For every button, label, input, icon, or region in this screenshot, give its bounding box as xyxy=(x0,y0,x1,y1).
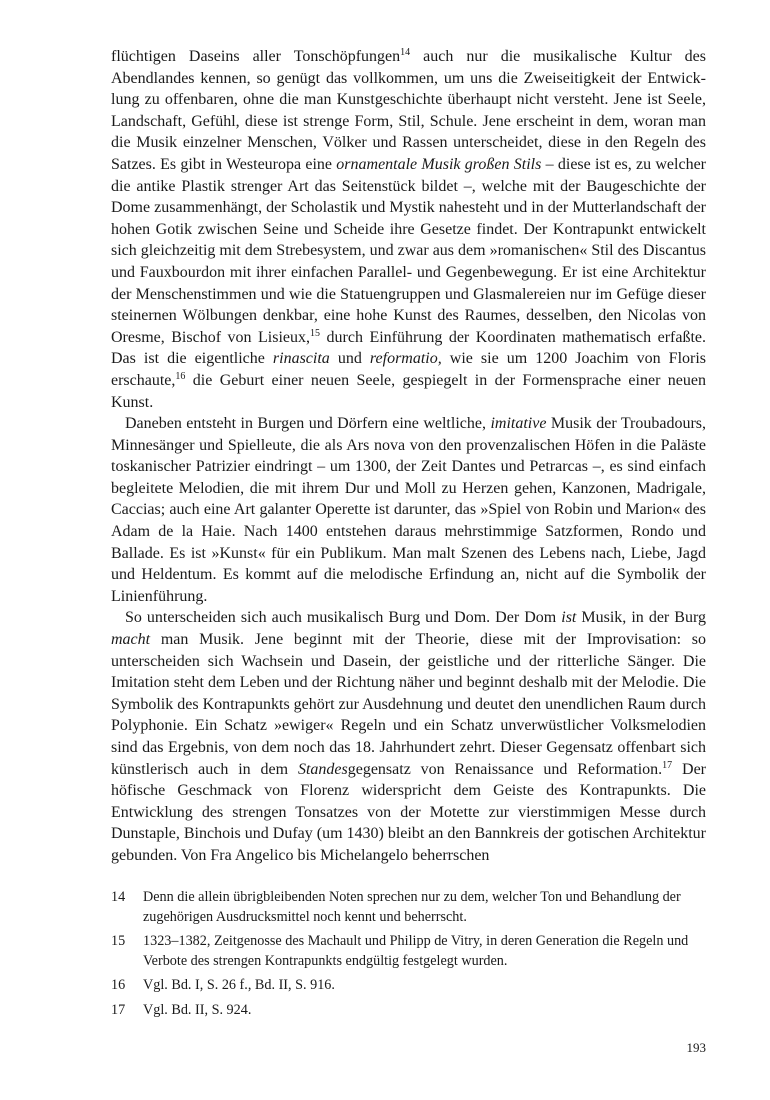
footnote-number: 16 xyxy=(111,977,126,993)
footnote-number: 17 xyxy=(111,1001,126,1018)
text-run: auch nur die musikalische Kultur des Abendlandes kennen, so genügt das vollkommen, um uns die Zweiseitigkeit der Entwicklung zu offenbaren, ohne die man Kunstgeschichte überhaupt nicht versteht. Jene ist Seele, Landschaft, Gefühl, diese ist strenge Form, Stil, Schule. Jene erscheint in dem, woran man die Musik einzelner Menschen, Völker und Rassen unterscheidet, diese in den Regeln des Satzes. Es gibt in Westeuropa eine xyxy=(111,48,706,173)
text-run: die Geburt einer neuen Seele, gespiegelt in der Formensprache einer neuen Kunst. xyxy=(111,371,706,411)
footnote-marker: 16 xyxy=(175,370,186,382)
emphasized-text: imitative xyxy=(490,415,547,433)
emphasized-text: ornamentale Musik großen Stils xyxy=(336,155,542,173)
text-run: man Musik. Jene beginnt mit der Theorie, diese mit der Improvisation: so unterscheiden sich Wachsein und Dasein, der geistliche und der ritterliche Sänger. Die Imitation steht dem Leben und der Richtung näher und beginnt deshalb mit der Melodie. Die Symbolik des Kontrapunkts gehört zur Ausdehnung und deutet den unendlichen Raum durch Polyphonie. Ein Schatz »ewiger« Regeln und ein Schatz unverwüstlicher Volksmelodien sind das Ergebnis, von dem noch das 18. Jahrhundert zehrt. Dieser Gegensatz offenbart sich künstlerisch auch in dem xyxy=(111,631,707,778)
footnote-number: 14 xyxy=(111,889,126,905)
text-run: Der höfische Geschmack von Florenz widerspricht dem Geiste des Kontrapunkts. Die Entwicklung des strengen Tonsatzes von der Motette zur vierstimmigen Messe durch Dunstaple, Binchois und Dufay (um 1430) bleibt an den Bannkreis der gotischen Architektur gebunden. Von Fra Angelico bis Michelangelo beherrschen xyxy=(111,760,707,864)
footnote-marker: 17 xyxy=(662,759,673,771)
text-run: So unterscheiden sich auch musikalisch Burg und Dom. Der Dom xyxy=(125,609,562,627)
paragraph xyxy=(111,46,706,413)
text-run: – diese ist es, zu welcher die antike Plastik strenger Art das Seitenstück bildet –, welche mit der Baugeschichte der Dome zusammenhängt, der Scholastik und Mystik nahesteht und in der Mutterlandschaft der hohen Gotik zwischen Seine und Scheide ihre Gesetze findet. Der Kontrapunkt entwickelt sich gleichzeitig mit dem Strebesystem, und zwar aus dem »romanischen« Stil des Discantus und Fauxbourdon mit ihrer einfachen Parallel- und Gegenbewegung. Er ist eine Architektur der Menschenstimmen und wie die Statuengruppen und Glasmalereien nur im Gefüge dieser steinernen Wölbungen denkbar, eine hohe Kunst des Raumes, desselben, den Nicolas von Oresme, Bischof von Lisieux, xyxy=(111,155,706,346)
text-run: Musik, in der Burg xyxy=(576,609,707,627)
text-run: Daneben entsteht in Burgen und Dörfern eine weltliche, xyxy=(125,415,491,433)
footnote-number: 15 xyxy=(111,933,126,949)
footnote-text: Vgl. Bd. I, S. 26 f., Bd. II, S. 916. xyxy=(143,977,335,993)
page-number: 193 xyxy=(686,1040,706,1055)
text-run: flüchtigen Daseins aller Tonschöpfungen xyxy=(111,48,401,65)
footnote-marker: 14 xyxy=(400,47,411,58)
footnote xyxy=(111,1001,706,1021)
text-run: Musik der Troubadours, Minnesänger und Spielleute, die als Ars nova von den provenzalischen Höfen in die Paläste toskanischer Patrizier eindringt – um 1300, der Zeit Dantes und Petrarcas –, es sind einfach begleitete Melodien, die mit ihrem Dur und Moll zu Herzen gehen, Kanzonen, Madrigale, Caccias; auch eine Art galanter Operette ist darunter, das »Spiel von Robin und Marion« des Adam de la Haie. Nach 1400 entstehen daraus mehrstimmige Satzformen, Rondo und Ballade. Es ist »Kunst« für ein Publikum. Man malt Szenen des Lebens nach, Liebe, Jagd und Heldentum. Es kommt auf die melodische Erfindung an, nicht auf die Symbolik der Linienführung. xyxy=(111,415,707,605)
footnote xyxy=(111,888,706,927)
text-run: gegensatz von Renaissance und Reformation. xyxy=(347,760,663,778)
footnote xyxy=(111,976,706,996)
footnote xyxy=(111,932,706,971)
emphasized-text: reformatio, xyxy=(369,350,442,368)
text-run: durch Einführung der Koordinaten mathematisch erfaßte. Das ist die eigentliche xyxy=(111,328,706,368)
text-run: und xyxy=(329,350,370,368)
footnote-text: 1323–1382, Zeitgenosse des Machault und Philipp de Vitry, in deren Generation die Regeln und Verbote des strengen Kontrapunkts endgültig festgelegt wurden. xyxy=(143,933,689,969)
emphasized-text: Standes xyxy=(297,760,348,778)
emphasized-text: macht xyxy=(111,631,151,649)
text-run: wie sie um 1200 Joachim von Floris erschaute, xyxy=(111,350,707,389)
paragraph xyxy=(111,607,706,866)
footnote-text: Denn die allein übrigbleibenden Noten sprechen nur zu dem, welcher Ton und Behandlung der zugehörigen Ausdrucksmittel noch kennt und beherrscht. xyxy=(143,889,681,925)
paragraph xyxy=(111,413,706,607)
footnote-marker: 15 xyxy=(310,327,321,339)
body-text xyxy=(111,46,706,867)
footnote-text: Vgl. Bd. II, S. 924. xyxy=(143,1001,252,1018)
emphasized-text: rinascita xyxy=(272,350,330,368)
emphasized-text: ist xyxy=(561,609,577,627)
footnotes xyxy=(111,888,706,1025)
